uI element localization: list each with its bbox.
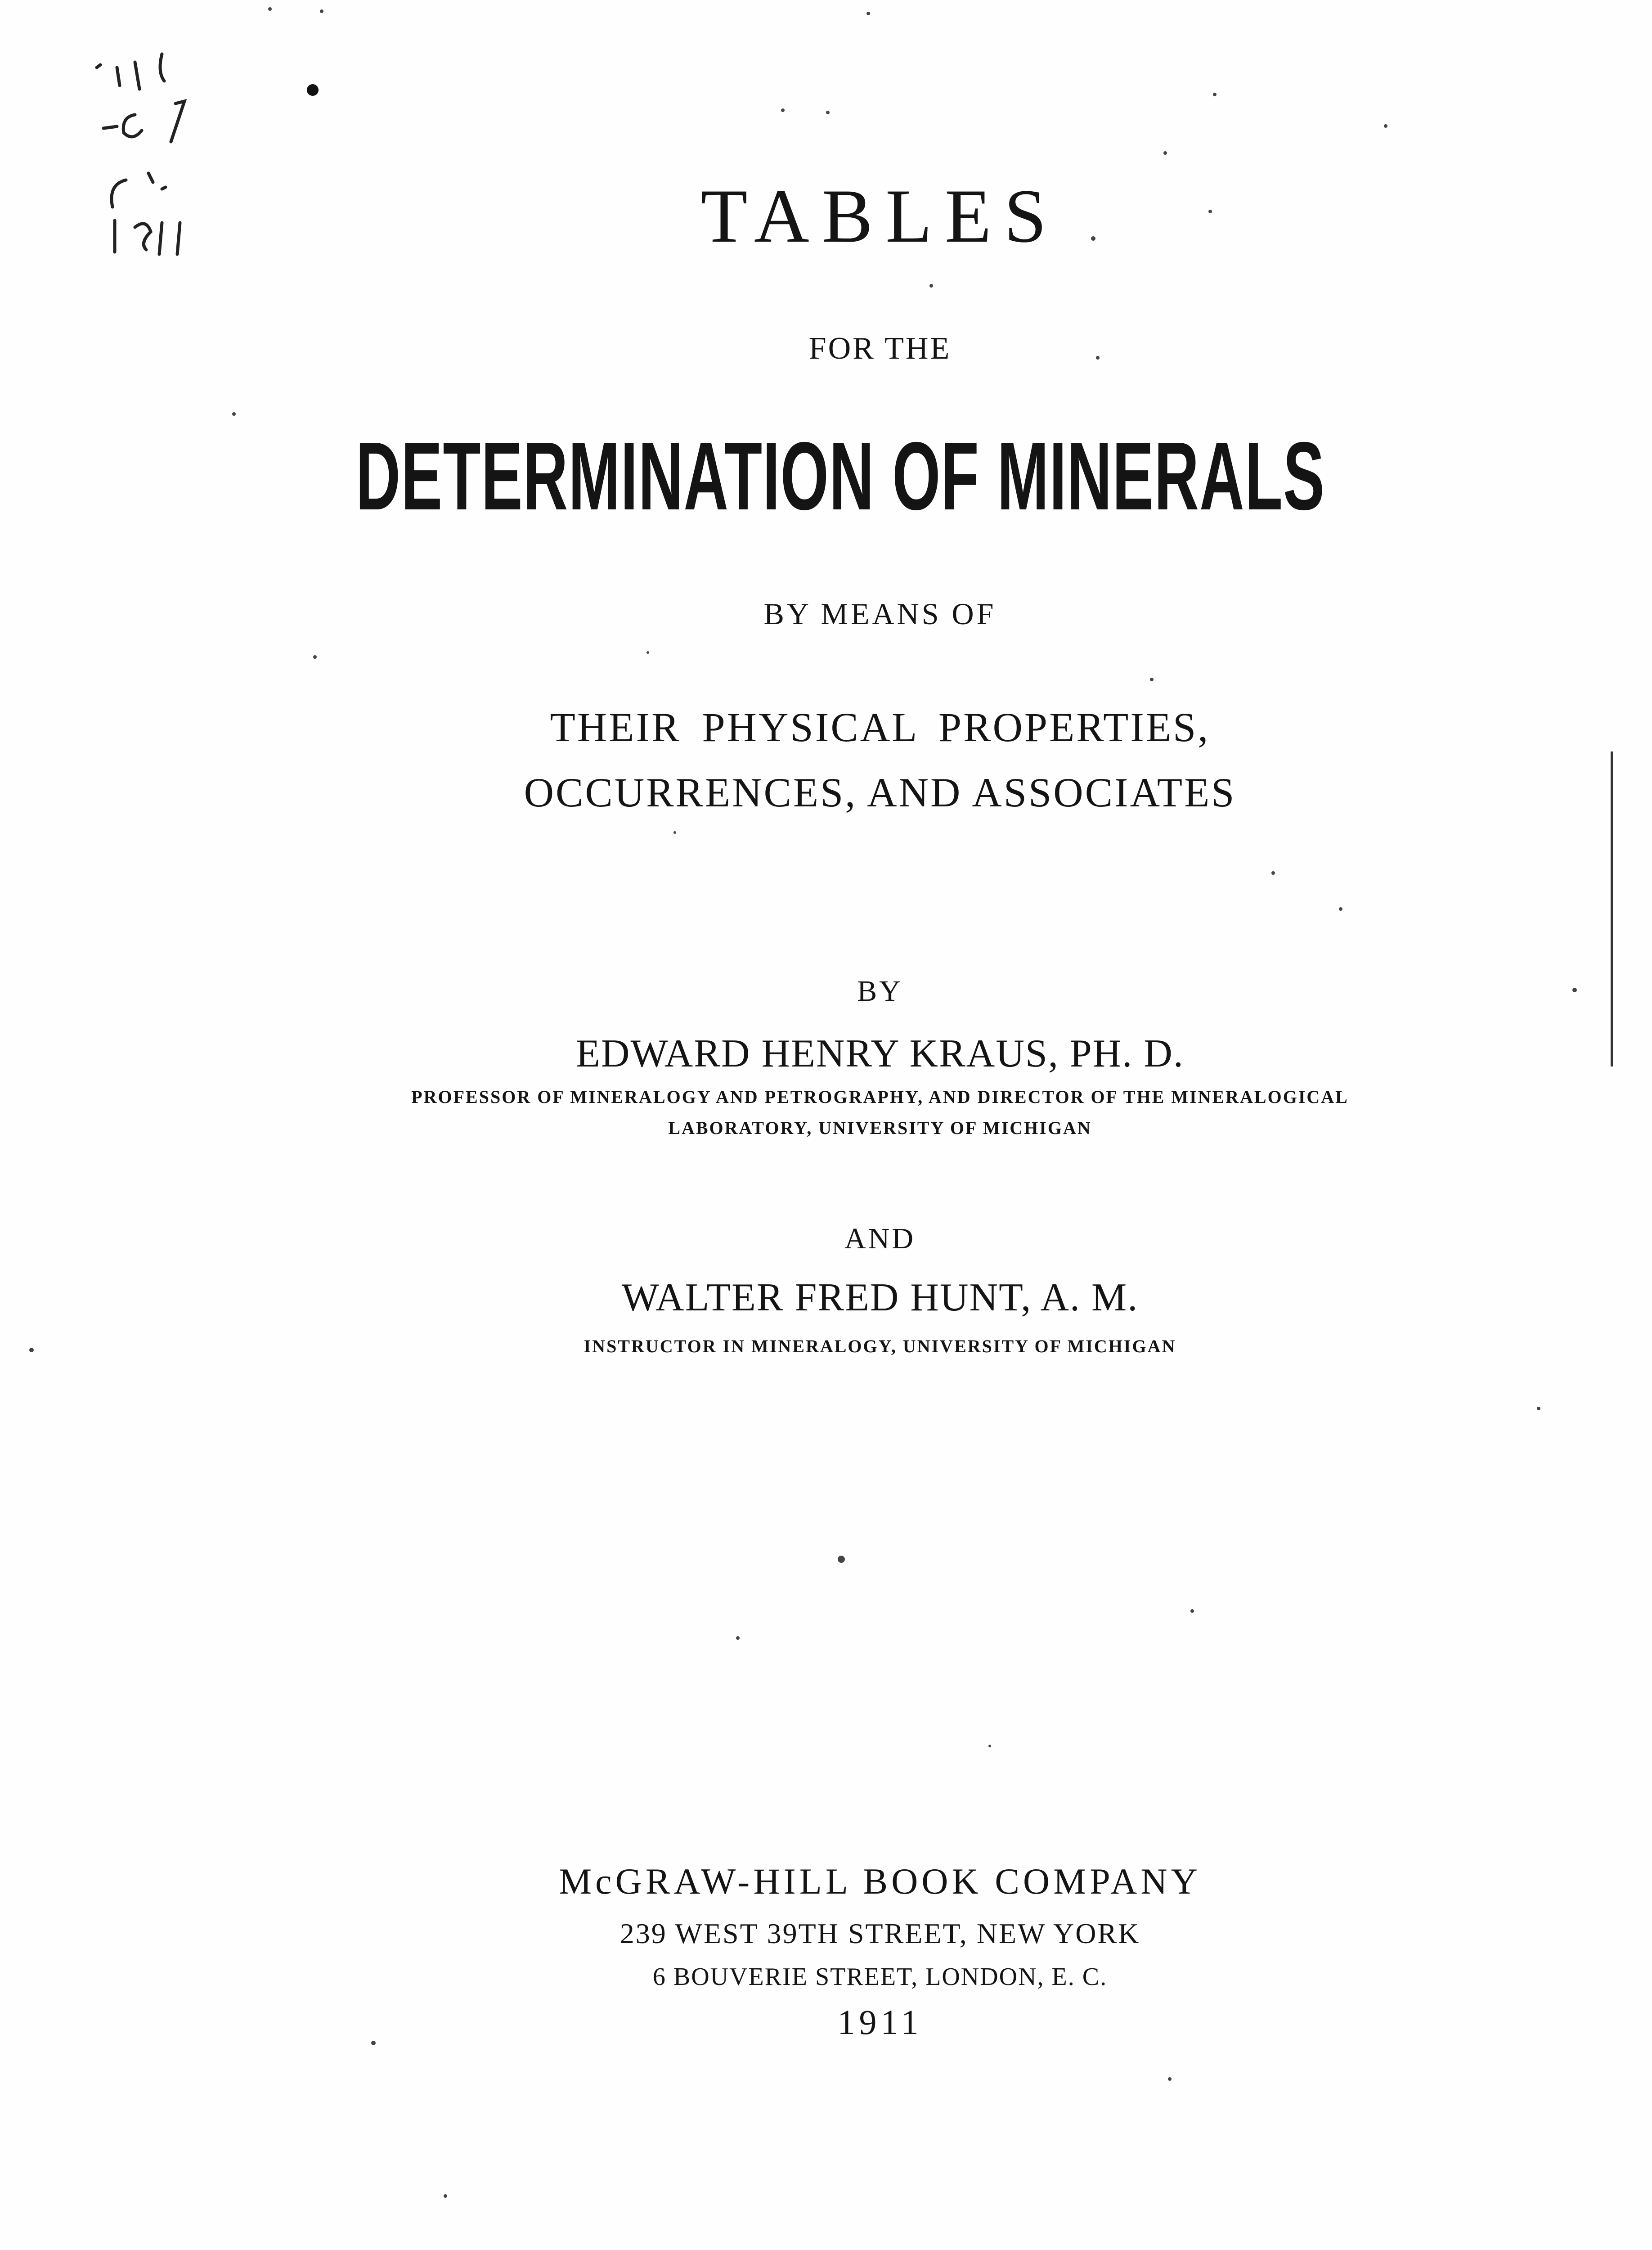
publisher-name: McGRAW-HILL BOOK COMPANY: [559, 1861, 1201, 1902]
subtitle-line-2: OCCURRENCES, AND ASSOCIATES: [524, 770, 1236, 815]
by-means-of-text: BY MEANS OF: [763, 597, 997, 631]
author-1-affiliation-line-1: PROFESSOR OF MINERALOGY AND PETROGRAPHY, AND DIRECTOR OF THE MINERALOGICAL: [411, 1087, 1349, 1107]
book-title-tables: TABLES: [700, 174, 1059, 258]
and-text: AND: [844, 1222, 916, 1255]
author-1-name: EDWARD HENRY KRAUS, PH. D.: [576, 1032, 1184, 1076]
publisher-address-london: 6 BOUVERIE STREET, LONDON, E. C.: [652, 1963, 1108, 1991]
book-main-title: DETERMINATION OF MINERALS: [355, 422, 1325, 530]
publisher-address-new-york: 239 WEST 39TH STREET, NEW YORK: [620, 1917, 1140, 1949]
author-2-name: WALTER FRED HUNT, A. M.: [621, 1276, 1139, 1319]
author-2-affiliation: INSTRUCTOR IN MINERALOGY, UNIVERSITY OF MICHIGAN: [584, 1336, 1176, 1356]
publication-year: 1911: [837, 2002, 923, 2042]
subtitle-line-1: THEIR PHYSICAL PROPERTIES,: [550, 704, 1210, 750]
author-1-affiliation-line-2: LABORATORY, UNIVERSITY OF MICHIGAN: [668, 1118, 1092, 1138]
title-connector: FOR THE: [808, 331, 952, 366]
by-text: BY: [857, 975, 903, 1008]
